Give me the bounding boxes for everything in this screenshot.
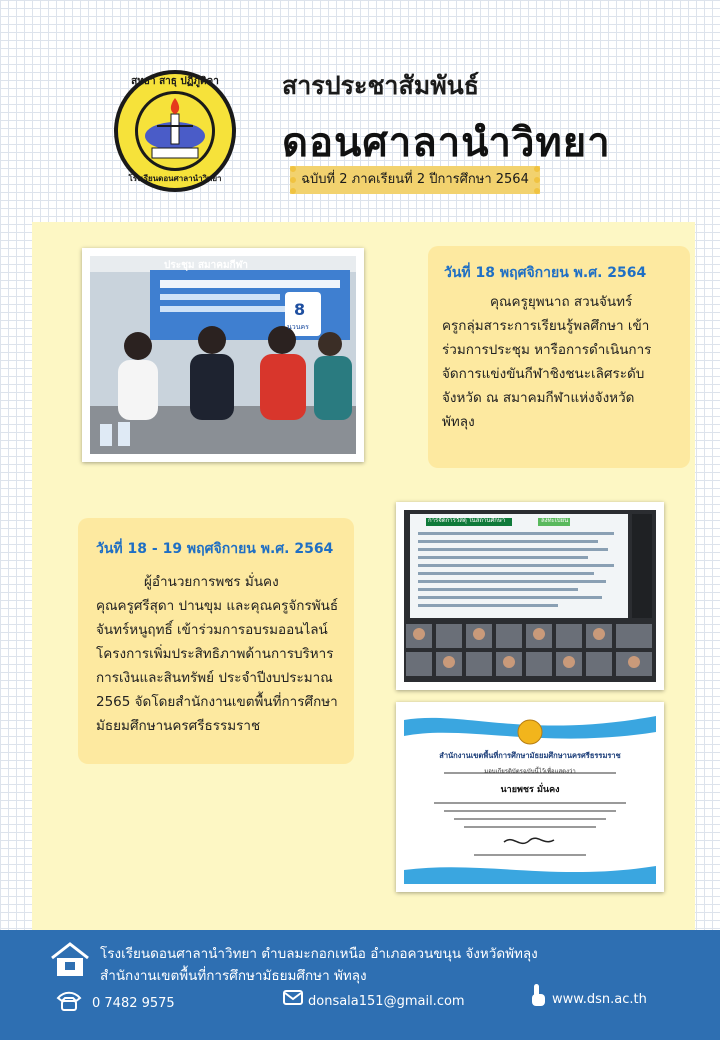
meeting-photo-image xyxy=(90,256,356,454)
phone-icon xyxy=(56,990,82,1016)
pointer-hand-icon xyxy=(528,982,548,1012)
logo-school-name: โรงเรียนดอนศาลานำวิทยา xyxy=(128,174,222,183)
photo-sign-number: 8 xyxy=(294,300,306,319)
news-line: จัดการแข่งขันกีฬาชิงชนะเลิศระดับ xyxy=(442,366,645,382)
news-line: มัธยมศึกษานครศรีธรรมราช xyxy=(96,718,261,734)
footer-address-line1: โรงเรียนดอนศาลานำวิทยา ตำบลมะกอกเหนือ อำเภอควนขนุน จังหวัดพัทลุง xyxy=(100,946,538,962)
school-logo xyxy=(112,68,238,194)
online-training-image xyxy=(404,510,656,682)
news-line: คุณครูศรีสุดา ปานขุม และคุณครูจักรพันธ์ xyxy=(96,598,339,614)
certificate-graphic xyxy=(404,710,656,884)
news-card-2 xyxy=(78,518,354,764)
news-line: พัทลุง xyxy=(442,414,475,430)
news-card-1 xyxy=(428,246,690,468)
news-date-1: วันที่ 18 พฤศจิกายน พ.ศ. 2564 xyxy=(444,265,647,281)
news-line: ผู้อำนวยการพชร มั่นคง xyxy=(144,574,279,590)
logo-motto: สุทธา สาธุ ปฏิภูติคา xyxy=(131,76,219,87)
footer-website[interactable]: www.dsn.ac.th xyxy=(552,992,647,1007)
certificate-name: นายพชร มั่นคง xyxy=(500,785,560,795)
news-line: คุณครูยุพนาถ สวนจันทร์ xyxy=(490,294,633,310)
issue-badge: ฉบับที่ 2 ภาคเรียนที่ 2 ปีการศึกษา 2564 xyxy=(290,166,540,194)
online-training-photo xyxy=(396,502,664,690)
news-line: โครงการเพิ่มประสิทธิภาพด้านการบริหาร xyxy=(96,646,334,662)
certificate-given-to: มอบเกียรติบัตรฉบับนี้ไว้เพื่อแสดงว่า xyxy=(484,768,576,775)
screen-button: ลงทะเบียน xyxy=(541,517,569,524)
news-line: ครูกลุ่มสาระการเรียนรู้พลศึกษา เข้า xyxy=(442,318,650,334)
footer-phone[interactable]: 0 7482 9575 xyxy=(92,996,175,1011)
page-title: ดอนศาลานำวิทยา xyxy=(282,120,611,166)
photo-banner-text: ประชุม สมาคมกีฬา xyxy=(164,260,249,271)
news-date-2: วันที่ 18 - 19 พฤศจิกายน พ.ศ. 2564 xyxy=(96,541,334,557)
news-line: 2565 จัดโดยสำนักงานเขตพื้นที่การศึกษา xyxy=(96,694,338,710)
meeting-photo xyxy=(82,248,364,462)
footer-email[interactable]: donsala151@gmail.com xyxy=(308,994,465,1009)
news-line: จังหวัด ณ สมาคมกีฬาแห่งจังหวัด xyxy=(442,390,635,406)
footer xyxy=(0,930,720,1040)
screen-heading: การจัดการวัสดุ ในสถานศึกษา xyxy=(428,517,506,524)
newsletter-kicker: สารประชาสัมพันธ์ xyxy=(282,71,480,100)
email-icon xyxy=(282,986,304,1012)
certificate-office: สำนักงานเขตพื้นที่การศึกษามัธยมศึกษานครศรีธรรมราช xyxy=(439,751,621,760)
photo-sign-label: นวนคร xyxy=(287,323,309,331)
certificate-image xyxy=(396,702,664,892)
news-line: การเงินและสินทรัพย์ ประจำปีงบประมาณ xyxy=(96,670,333,686)
footer-address-line2: สำนักงานเขตพื้นที่การศึกษามัธยมศึกษา พัทลุง xyxy=(100,968,367,984)
school-building-icon xyxy=(50,942,90,982)
news-line: จันทร์หนูฤทธิ์ เข้าร่วมการอบรมออนไลน์ xyxy=(96,622,328,638)
news-line: ร่วมการประชุม หารือการดำเนินการ xyxy=(442,342,652,358)
